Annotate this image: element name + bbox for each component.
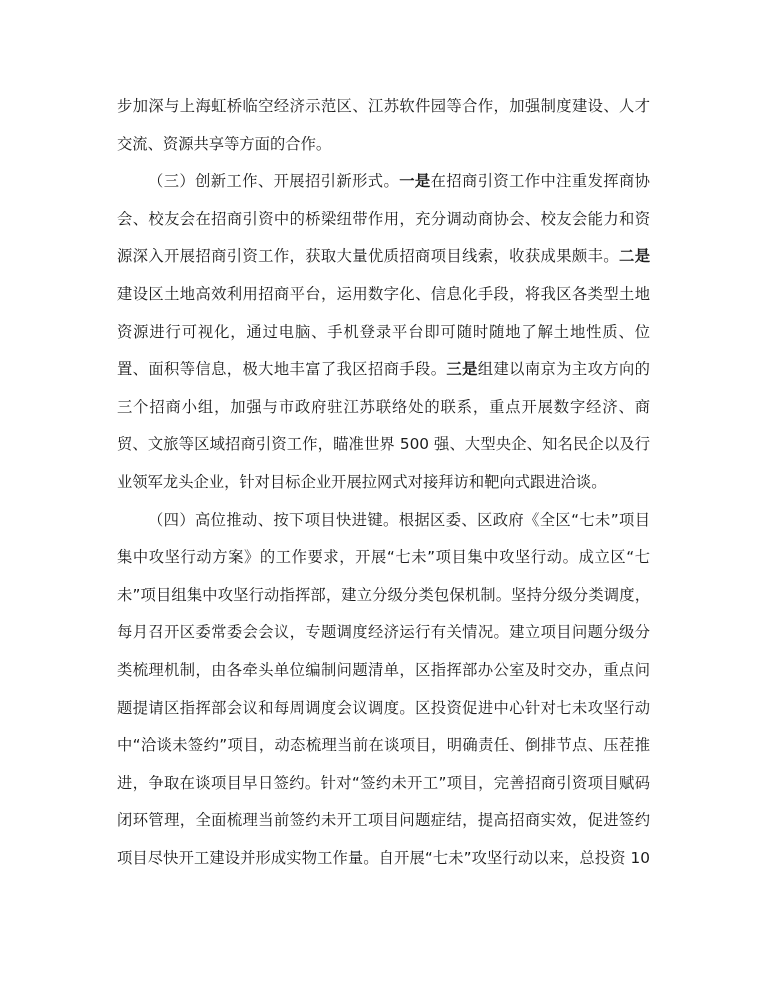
text-segment: 业领军龙头企业，针对目标企业开展拉网式对接拜访和靶向式跟进洽谈。 xyxy=(117,472,607,491)
text-segment: 未”项目组集中攻坚行动指挥部，建立分级分类包保机制。坚持分级分类调度， xyxy=(117,585,650,604)
text-line xyxy=(117,126,650,164)
text-line xyxy=(117,502,650,540)
text-line xyxy=(117,802,650,840)
text-line xyxy=(117,727,650,765)
text-line xyxy=(117,652,650,690)
text-segment: 贸、文旅等区域招商引资工作，瞄准世界 500 强、大型央企、知名民企以及行 xyxy=(117,435,650,454)
text-line xyxy=(117,351,650,389)
text-segment: 项目尽快开工建设并形成实物工作量。自开展“七未”攻坚行动以来，总投资 10 xyxy=(117,848,650,867)
text-line xyxy=(117,389,650,427)
text-line xyxy=(117,88,650,126)
bold-marker: 一是 xyxy=(399,172,431,191)
text-line xyxy=(117,238,650,276)
text-segment: 步加深与上海虹桥临空经济示范区、江苏软件园等合作，加强制度建设、人才 xyxy=(117,97,650,115)
document-body xyxy=(117,88,650,877)
bold-marker: 二是 xyxy=(619,247,650,266)
text-segment: 三个招商小组，加强与市政府驻江苏联络处的联系，重点开展数字经济、商 xyxy=(117,397,650,416)
text-segment: 交流、资源共享等方面的合作。 xyxy=(117,134,332,153)
text-line xyxy=(117,614,650,652)
text-segment: 每月召开区委常委会会议，专题调度经济运行有关情况。建立项目问题分级分 xyxy=(117,623,650,642)
text-line xyxy=(117,765,650,803)
text-segment: 类梳理机制，由各牵头单位编制问题清单，区指挥部办公室及时交办，重点问 xyxy=(117,660,650,679)
text-line xyxy=(117,201,650,239)
text-line xyxy=(117,840,650,878)
text-segment: 置、面积等信息，极大地丰富了我区招商手段。 xyxy=(117,360,447,379)
text-segment: 建设区土地高效利用招商平台，运用数字化、信息化手段，将我区各类型土地 xyxy=(117,284,650,303)
text-segment: 源深入开展招商引资工作，获取大量优质招商项目线索，收获成果颇丰。 xyxy=(117,247,619,266)
text-segment: 在招商引资工作中注重发挥商协 xyxy=(430,172,650,191)
text-line xyxy=(117,426,650,464)
text-line xyxy=(117,690,650,728)
text-line xyxy=(117,314,650,352)
text-segment: 组建以南京为主攻方向的 xyxy=(477,360,650,379)
text-segment: 会、校友会在招商引资中的桥梁纽带作用，充分调动商协会、校友会能力和资 xyxy=(117,209,650,228)
text-line xyxy=(117,464,650,502)
text-line xyxy=(117,276,650,314)
bold-marker: 三是 xyxy=(446,360,478,379)
text-line xyxy=(117,163,650,201)
text-segment: （三）创新工作、开展招引新形式。 xyxy=(148,172,400,191)
text-segment: 集中攻坚行动方案》的工作要求，开展“七未”项目集中攻坚行动。成立区“七 xyxy=(117,548,650,567)
text-segment: 题提请区指挥部会议和每周调度会议调度。区投资促进中心针对七未攻坚行动 xyxy=(117,698,650,717)
text-segment: 资源进行可视化，通过电脑、手机登录平台即可随时随地了解土地性质、位 xyxy=(117,322,650,341)
text-segment: 进，争取在谈项目早日签约。针对“签约未开工”项目，完善招商引资项目赋码 xyxy=(117,773,650,792)
text-segment: （四）高位推动、按下项目快进键。根据区委、区政府《全区“七未”项目 xyxy=(148,510,650,529)
text-line xyxy=(117,539,650,577)
text-line xyxy=(117,577,650,615)
text-segment: 中“洽谈未签约”项目，动态梳理当前在谈项目，明确责任、倒排节点、压茬推 xyxy=(117,736,650,755)
text-segment: 闭环管理，全面梳理当前签约未开工项目问题症结，提高招商实效，促进签约 xyxy=(117,811,650,830)
